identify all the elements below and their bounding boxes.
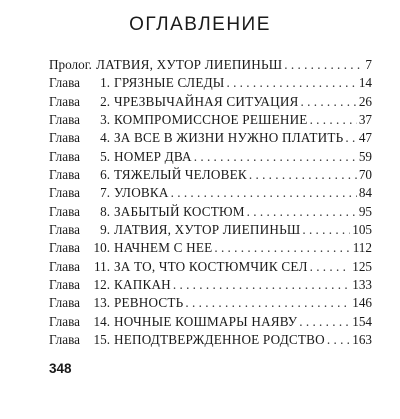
toc-entry-number: 4.	[100, 130, 110, 146]
toc-entry-title: НОМЕР ДВА	[114, 148, 192, 164]
toc-entry	[49, 93, 372, 111]
toc-entry	[49, 56, 372, 74]
toc-entry-title: ЛАТВИЯ, ХУТОР ЛИЕПИНЬШ	[114, 222, 301, 238]
toc-entry-prefix: Глава	[49, 313, 80, 329]
toc-entry-page: 47	[358, 130, 372, 146]
toc-entry-page: 70	[358, 167, 372, 183]
toc-dot-leader	[173, 276, 350, 294]
toc-entry-title: УЛОВКА	[114, 185, 169, 201]
toc-list	[49, 56, 372, 350]
toc-entry	[49, 111, 372, 129]
toc-entry-number: 9.	[100, 222, 110, 238]
toc-entry-number: 14.	[93, 313, 110, 329]
toc-entry-title: КАПКАН	[114, 277, 171, 293]
toc-entry-prefix: Глава	[49, 332, 80, 348]
toc-entry	[49, 258, 372, 276]
toc-entry-prefix: Глава	[49, 185, 80, 201]
toc-entry-page: 112	[352, 240, 372, 256]
toc-entry-number: 2.	[100, 93, 110, 109]
toc-entry-prefix: Глава	[49, 130, 80, 146]
toc-heading: ОГЛАВЛЕНИЕ	[129, 14, 271, 35]
toc-dot-leader	[302, 221, 350, 239]
toc-entry-page: 154	[352, 313, 372, 329]
toc-entry-prefix: Глава	[49, 167, 80, 183]
toc-entry-page: 146	[352, 295, 372, 311]
toc-entry-number: 12.	[93, 277, 110, 293]
toc-entry-title: НАЧНЕМ С НЕЕ	[114, 240, 213, 256]
toc-entry-number: 15.	[93, 332, 110, 348]
toc-entry-page: 163	[352, 332, 372, 348]
toc-entry-page: 37	[358, 112, 372, 128]
toc-entry-title: ГРЯЗНЫЕ СЛЕДЫ	[114, 75, 225, 91]
page-number: 348	[49, 361, 72, 376]
toc-entry-prefix: Глава	[49, 277, 80, 293]
toc-entry-number: 7.	[100, 185, 110, 201]
toc-entry	[49, 129, 372, 147]
toc-entry-number: 10.	[93, 240, 110, 256]
toc-entry-number: 8.	[100, 203, 110, 219]
toc-entry	[49, 313, 372, 331]
toc-entry-title: ЛАТВИЯ, ХУТОР ЛИЕПИНЬШ	[95, 57, 283, 72]
toc-dot-leader	[185, 294, 350, 312]
toc-entry-prefix: Глава	[49, 203, 80, 219]
toc-entry	[49, 276, 372, 294]
toc-entry	[49, 166, 372, 184]
toc-dot-leader	[247, 203, 357, 221]
toc-entry-title: НЕПОДТВЕРЖДЕННОЕ РОДСТВО	[114, 332, 325, 348]
toc-entry	[49, 239, 372, 257]
toc-entry-page: 105	[352, 222, 372, 238]
toc-entry-page: 125	[352, 258, 372, 274]
toc-dot-leader	[299, 313, 350, 331]
toc-dot-leader	[310, 111, 357, 129]
toc-entry-number: 1.	[100, 75, 110, 91]
toc-dot-leader	[310, 258, 351, 276]
toc-entry-prefix: Пролог.	[49, 57, 92, 72]
toc-entry-title: ЗАБЫТЫЙ КОСТЮМ	[114, 203, 245, 219]
toc-entry	[49, 148, 372, 166]
toc-entry-page: 7	[365, 57, 372, 72]
toc-entry	[49, 203, 372, 221]
toc-entry-title: ЗА ВСЕ В ЖИЗНИ НУЖНО ПЛАТИТЬ	[114, 130, 344, 146]
toc-dot-leader	[171, 184, 357, 202]
toc-entry-title: ТЯЖЕЛЫЙ ЧЕЛОВЕК	[114, 167, 247, 183]
toc-entry	[49, 294, 372, 312]
toc-entry-number: 6.	[100, 167, 110, 183]
toc-entry-page: 133	[352, 277, 372, 293]
toc-entry-page: 84	[358, 185, 372, 201]
toc-dot-leader	[214, 239, 350, 257]
toc-entry-title: КОМПРОМИССНОЕ РЕШЕНИЕ	[114, 112, 308, 128]
toc-entry-page: 59	[358, 148, 372, 164]
toc-entry-page: 26	[358, 93, 372, 109]
toc-dot-leader	[327, 331, 350, 349]
toc-entry-prefix: Глава	[49, 222, 80, 238]
toc-entry	[49, 184, 372, 202]
toc-dot-leader	[249, 166, 357, 184]
toc-dot-leader	[194, 148, 357, 166]
toc-entry-prefix: Глава	[49, 240, 80, 256]
toc-dot-leader	[226, 74, 356, 92]
toc-entry	[49, 331, 372, 349]
toc-entry-number: 11.	[94, 258, 110, 274]
toc-entry	[49, 74, 372, 92]
toc-entry-prefix: Глава	[49, 75, 80, 91]
toc-dot-leader	[284, 56, 363, 74]
toc-dot-leader	[301, 93, 357, 111]
toc-entry	[49, 221, 372, 239]
toc-entry-prefix: Глава	[49, 258, 80, 274]
toc-entry-number: 13.	[93, 295, 110, 311]
toc-entry-prefix: Глава	[49, 295, 80, 311]
toc-entry-number: 5.	[100, 148, 110, 164]
toc-dot-leader	[345, 129, 356, 147]
toc-entry-title: ЧРЕЗВЫЧАЙНАЯ СИТУАЦИЯ	[114, 93, 299, 109]
toc-entry-page: 95	[358, 203, 372, 219]
toc-entry-title: ЗА ТО, ЧТО КОСТЮМЧИК СЕЛ	[114, 258, 308, 274]
toc-entry-title: НОЧНЫЕ КОШМАРЫ НАЯВУ	[114, 313, 298, 329]
toc-entry-title: РЕВНОСТЬ	[114, 295, 184, 311]
toc-entry-prefix: Глава	[49, 112, 80, 128]
toc-entry-page: 14	[358, 75, 372, 91]
toc-entry-prefix: Глава	[49, 93, 80, 109]
toc-entry-prefix: Глава	[49, 148, 80, 164]
toc-entry-number: 3.	[100, 112, 110, 128]
